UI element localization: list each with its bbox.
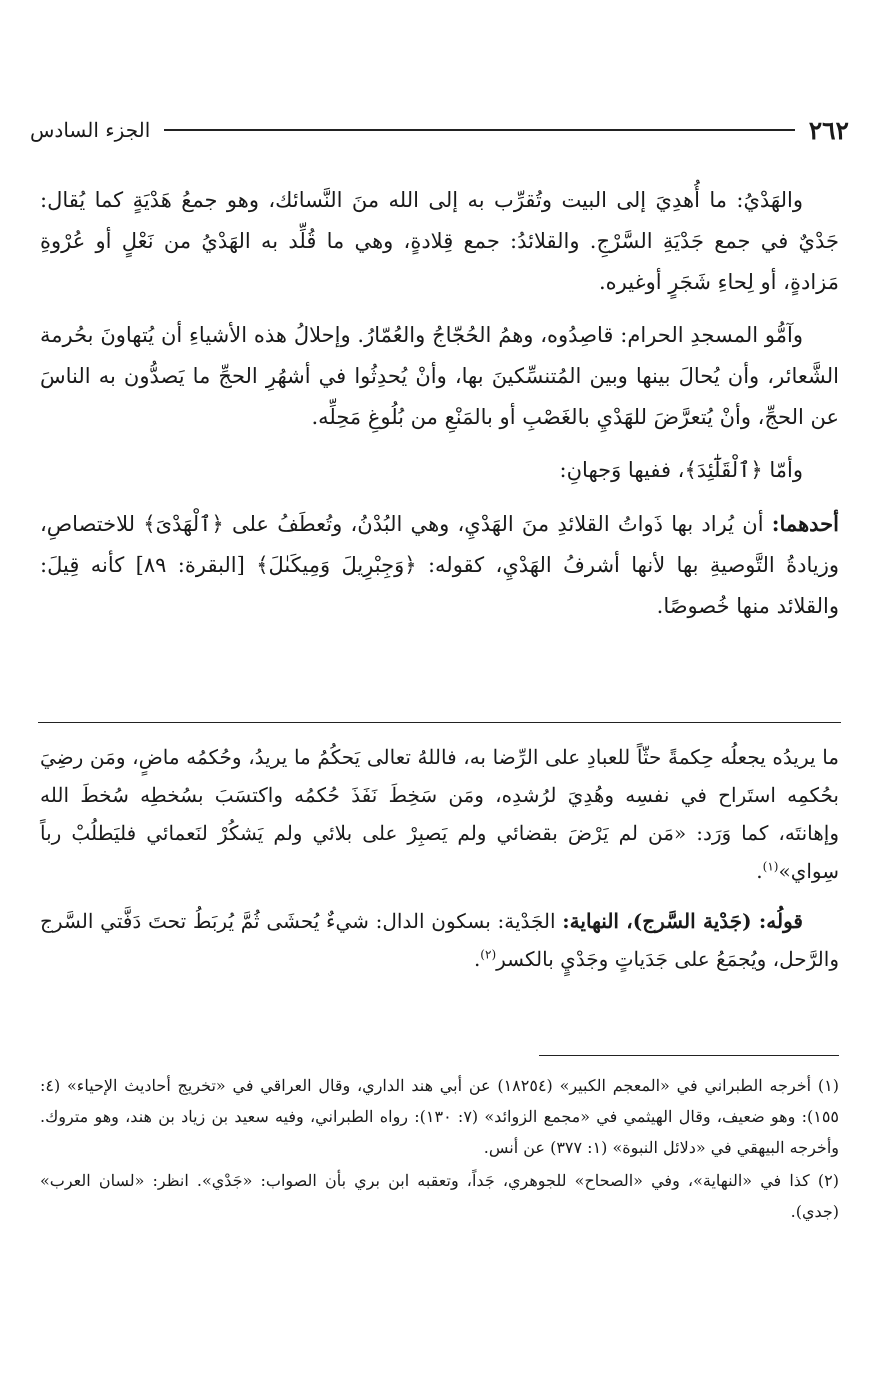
part-title: الجزء السادس xyxy=(30,118,151,142)
footnote-ref-2: (٢) xyxy=(480,947,497,962)
footnotes xyxy=(40,1070,839,1229)
footnote-2: (٢) كذا في «النهاية»، وفي «الصحاح» للجوهري، جَداً، وتعقبه ابن بري بأن الصواب: «جَدْي». انظر: «لسان العرب» (جدي). xyxy=(40,1171,839,1221)
commentary-text-1: ما يريدُه يجعلُه حِكمةً حثّاً للعبادِ على الرِّضا به، فاللهُ تعالى يَحكُمُ ما يريدُ، وحُكمُه ماضٍ، ومَن رضِيَ بحُكمِه استَراح في نفسِه وهُدِيَ لرُشدِه، ومَن سَخِطَ نَفَذَ حُكمُه واكتسَبَ بسُخطِه سُخطَ الله وإهانتَه، كما وَرَد: «مَن لم يَرْضَ بقضائي ولم يَصبِرْ على بلائي ولم يَشكُرْ لنَعمائي فليَطلُبْ رباً سِواي» xyxy=(40,745,839,883)
page-number: ٢٦٢ xyxy=(808,115,849,145)
header-rule xyxy=(164,129,794,131)
commentary-end-1: . xyxy=(756,859,763,883)
main-paragraph-2: وآمُّو المسجدِ الحرام: قاصِدُوه، وهمُ الحُجّاجُ والعُمّارُ. وإحلالُ هذه الأشياءِ أن يُتهاونَ بحُرمة الشَّعائر، وأن يُحالَ بينها وبين المُتنسِّكينَ بها، وأنْ يُحدِثُوا في أشهُرِ الحجِّ ما يَصدُّون به الناسَ عن الحجِّ، وأنْ يُتعرَّضَ للهَدْيِ بالغَصْبِ أو بالمَنْعِ من بُلُوغِ مَحِلِّه. xyxy=(40,323,839,429)
commentary-text-2: الجَدْية: بسكون الدال: شيءٌ يُحشَى ثُمَّ يُربَطُ تحتَ دَفَّتي السَّرج والرَّحل، ويُجمَعُ على جَدَياتٍ وجَدْيٍ بالكسر xyxy=(40,909,839,971)
main-divider xyxy=(38,722,841,723)
first-aspect-label: أحدهما: xyxy=(771,511,839,536)
commentary-paragraph-1 xyxy=(40,738,839,890)
commentary-paragraph-2 xyxy=(40,902,839,978)
commentary-end-2: . xyxy=(473,947,481,971)
main-paragraph-1: والهَدْيُ: ما أُهدِيَ إلى البيت وتُقرِّب به إلى الله منَ النَّسائك، وهو جمعُ هَدْيَةٍ كما يُقال: جَدْيٌ في جمع جَدْيَةِ السَّرْجِ. والقلائدُ: جمع قِلادةٍ، وهي ما قُلِّد به الهَدْيُ من نَعْلٍ أو عُرْوةِ مَزادةٍ، أو لِحاءِ شَجَرٍ أوغيره. xyxy=(40,188,839,294)
commentary xyxy=(40,738,839,990)
footnote-rule xyxy=(539,1055,839,1056)
footnote-1: (١) أخرجه الطبراني في «المعجم الكبير» (١٨٢٥٤) عن أبي هند الداري، وقال العراقي في «تخريج أحاديث الإحياء» (٤: ١٥٥): وهو ضعيف، وقال الهيثمي في «مجمع الزوائد» (٧: ١٣٠): رواه الطبراني، وفيه سعيد بن زياد بن هند، وهو متروك. وأخرجه البيهقي في «دلائل النبوة» (١: ٣٧٧) عن أنس. xyxy=(40,1076,839,1157)
commentary-lemma: قولُه: (جَدْية السَّرج)، النهاية: xyxy=(562,909,803,933)
first-aspect-text: أن يُراد بها ذَواتُ القلائدِ منَ الهَدْيِ، وهي البُدْنُ، وتُعطَفُ على ﴿ٱلْهَدْىَ﴾ للاختصاصِ، وزيادةُ التَّوصيةِ بها لأنها أشرفُ الهَدْيِ، كقوله: ﴿وَجِبْرِيلَ وَمِيكَىٰلَ﴾ [البقرة: ٨٩] كأنه قِيلَ: والقلائد منها خُصوصًا. xyxy=(40,512,839,618)
main-paragraph-4 xyxy=(40,503,839,627)
footnote-ref-1: (١) xyxy=(762,859,779,874)
main-text xyxy=(40,180,839,639)
main-paragraph-3: وأمّا ﴿ٱلْقَلَٰٓئِدَ﴾، ففيها وَجهانِ: xyxy=(559,458,803,482)
page-header xyxy=(30,110,849,150)
